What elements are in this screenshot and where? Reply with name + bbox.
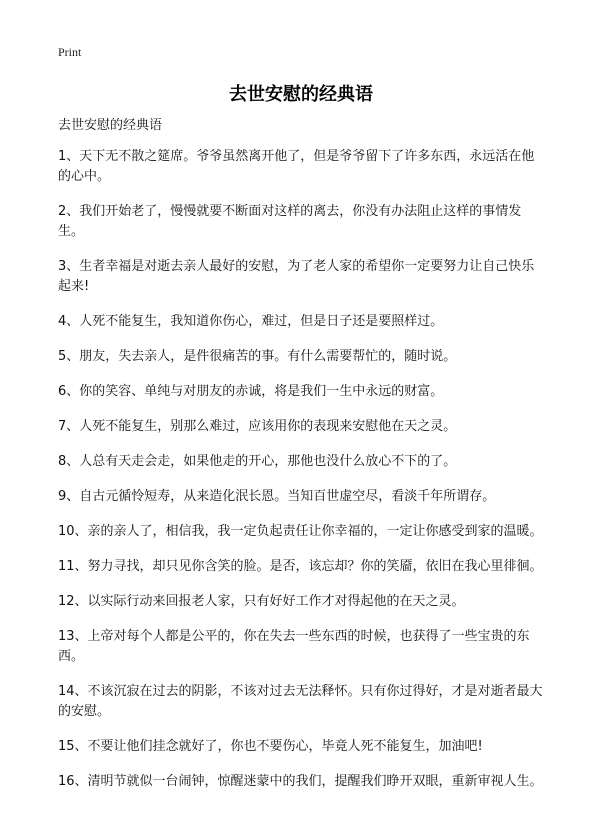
- quote-item-16: 16、清明节就似一台闹钟，惊醒迷蒙中的我们，提醒我们睁开双眼，重新审视人生。: [58, 774, 543, 789]
- quote-item-5: 5、朋友，失去亲人，是件很痛苦的事。有什么需要帮忙的，随时说。: [58, 349, 457, 364]
- quote-item-10: 10、亲的亲人了，相信我，我一定负起责任让你幸福的，一定让你感受到家的温暖。: [58, 524, 543, 539]
- quote-item-2: 2、我们开始老了，慢慢就要不断面对这样的离去，你没有办法阻止这样的事情发生。: [58, 204, 522, 239]
- quote-item-7: 7、人死不能复生，别那么难过，应该用你的表现来安慰他在天之灵。: [58, 419, 457, 434]
- quote-list: [58, 147, 544, 792]
- quote-item-15: 15、不要让他们挂念就好了，你也不要伤心，毕竟人死不能复生，加油吧!: [58, 739, 483, 754]
- quote-item-14: 14、不该沉寂在过去的阴影，不该对过去无法释怀。只有你过得好，才是对逝者最大的安慰。: [58, 684, 543, 719]
- quote-item-4: 4、人死不能复生，我知道你伤心，难过，但是日子还是要照样过。: [58, 314, 444, 329]
- section-heading: 去世安慰的经典语: [58, 118, 163, 133]
- quote-item-8: 8、人总有天走会走，如果他走的开心，那他也没什么放心不下的了。: [58, 454, 457, 469]
- quote-item-13: 13、上帝对每个人都是公平的，你在失去一些东西的时候，也获得了一些宝贵的东西。: [58, 629, 530, 664]
- quote-item-1: 1、天下无不散之筵席。爷爷虽然离开他了，但是爷爷留下了许多东西，永远活在他的心中。: [58, 149, 535, 184]
- quote-item-6: 6、你的笑容、单纯与对朋友的赤诚，将是我们一生中永远的财富。: [58, 384, 444, 399]
- quote-item-11: 11、努力寻找，却只见你含笑的脸。是否，该忘却？你的笑靥，依旧在我心里徘徊。: [58, 559, 543, 574]
- quote-item-9: 9、自古元循怜短寿，从来造化泯长恩。当知百世虚空尽，看淡千年所谓存。: [58, 489, 496, 504]
- quote-item-12: 12、以实际行动来回报老人家，只有好好工作才对得起他的在天之灵。: [58, 594, 465, 609]
- page-title: 去世安慰的经典语: [229, 84, 373, 105]
- quote-item-3: 3、生者幸福是对逝去亲人最好的安慰，为了老人家的希望你一定要努力让自己快乐起来!: [58, 259, 535, 294]
- print-link[interactable]: Print: [58, 45, 82, 59]
